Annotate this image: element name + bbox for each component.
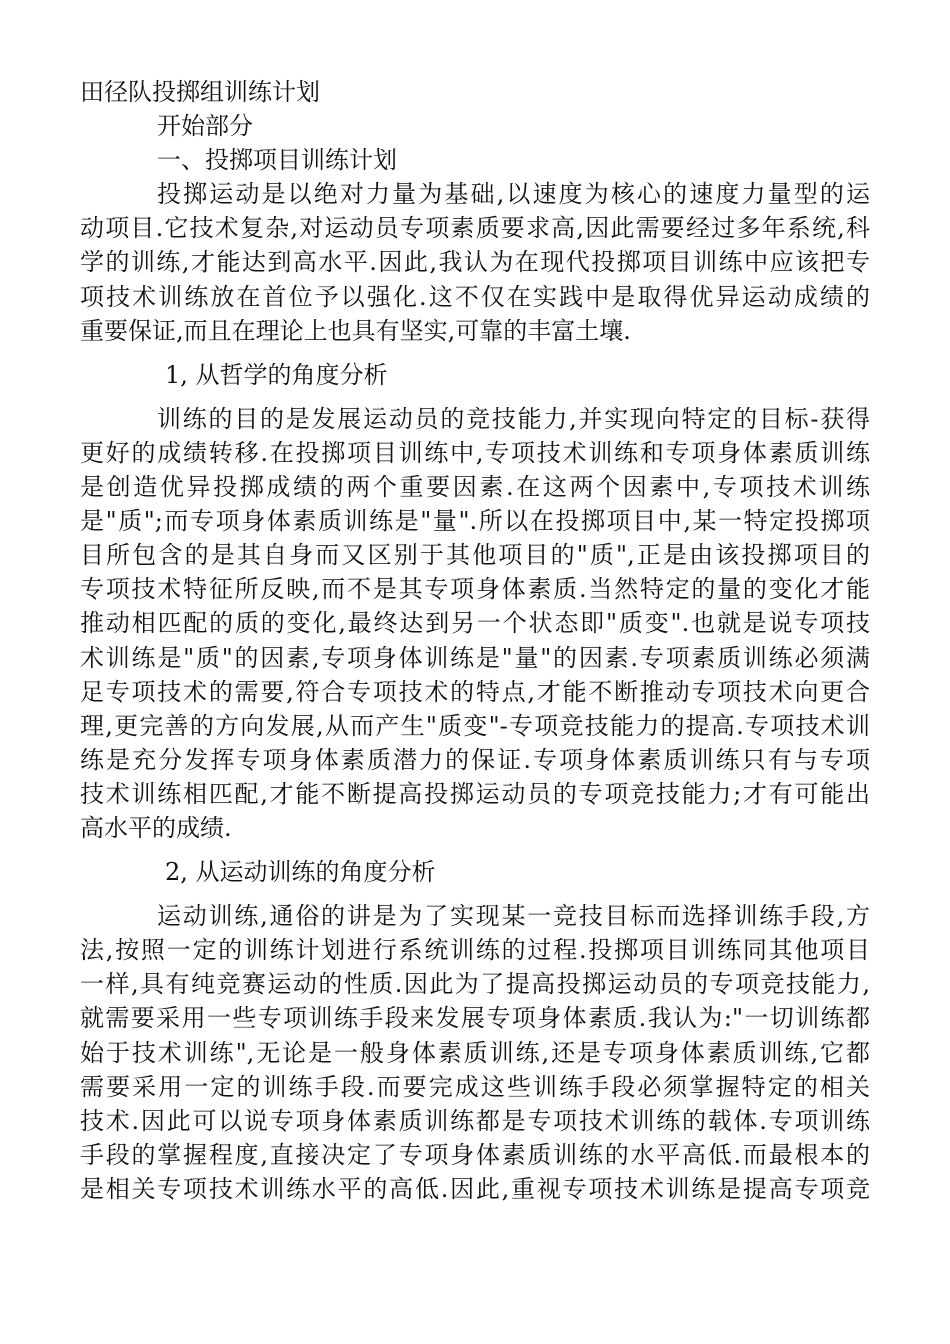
- paragraph-intro: [80, 177, 870, 347]
- paragraph-line: 理,更完善的方向发展,从而产生"质变"-专项竞技能力的提高.专项技术训: [80, 711, 870, 740]
- paragraph-line: 一样,具有纯竞赛运动的性质.因此为了提高投掷运动员的专项竞技能力,: [80, 970, 870, 999]
- paragraph-line: 就需要采用一些专项训练手段来发展专项身体素质.我认为:"一切训练都: [80, 1004, 870, 1033]
- paragraph-line: 投掷运动是以绝对力量为基础,以速度为核心的速度力量型的运: [157, 180, 870, 209]
- paragraph-line: 需要采用一定的训练手段.而要完成这些训练手段必须掌握特定的相关: [80, 1072, 870, 1101]
- heading-training-plan: 一、投掷项目训练计划: [157, 146, 397, 175]
- paragraph-line: 是"质";而专项身体素质训练是"量".所以在投掷项目中,某一特定投掷项: [80, 507, 870, 536]
- section-start-label: 开始部分: [157, 112, 253, 141]
- paragraph-line: 目所包含的是其自身而又区别于其他项目的"质",正是由该投掷项目的: [80, 541, 870, 570]
- paragraph-line: 法,按照一定的训练计划进行系统训练的过程.投掷项目训练同其他项目: [80, 936, 870, 965]
- paragraph-line: 技术.因此可以说专项身体素质训练都是专项技术训练的载体.专项训练: [80, 1106, 870, 1135]
- paragraph-line: 动项目.它技术复杂,对运动员专项素质要求高,因此需要经过多年系统,科: [80, 214, 870, 243]
- paragraph-line: 重要保证,而且在理论上也具有坚实,可靠的丰富土壤.: [80, 316, 631, 345]
- paragraph-sports-training: [80, 899, 870, 1206]
- paragraph-line: 推动相匹配的质的变化,最终达到另一个状态即"质变".也就是说专项技: [80, 609, 870, 638]
- paragraph-line: 术训练是"质"的因素,专项身体训练是"量"的因素.专项素质训练必须满: [80, 643, 870, 672]
- paragraph-philosophy: [80, 402, 870, 845]
- paragraph-line: 训练的目的是发展运动员的竞技能力,并实现向特定的目标-获得: [157, 404, 870, 433]
- paragraph-line: 运动训练,通俗的讲是为了实现某一竞技目标而选择训练手段,方: [157, 902, 870, 931]
- paragraph-line: 练是充分发挥专项身体素质潜力的保证.专项身体素质训练只有与专项: [80, 745, 870, 774]
- paragraph-line: 是创造优异投掷成绩的两个重要因素.在这两个因素中,专项技术训练: [80, 473, 870, 502]
- paragraph-line: 始于技术训练",无论是一般身体素质训练,还是专项身体素质训练,它都: [80, 1038, 870, 1067]
- document-title: 田径队投掷组训练计划: [80, 78, 320, 106]
- paragraph-line: 手段的掌握程度,直接决定了专项身体素质训练的水平高低.而最根本的: [80, 1140, 870, 1169]
- paragraph-line: 足专项技术的需要,符合专项技术的特点,才能不断推动专项技术向更合: [80, 677, 870, 706]
- subheading-philosophy: 1, 从哲学的角度分析: [165, 360, 388, 389]
- paragraph-line: 技术训练相匹配,才能不断提高投掷运动员的专项竞技能力;才有可能出: [80, 779, 870, 808]
- paragraph-line: 高水平的成绩.: [80, 813, 232, 842]
- paragraph-line: 学的训练,才能达到高水平.因此,我认为在现代投掷项目训练中应该把专: [80, 248, 870, 277]
- paragraph-line: 项技术训练放在首位予以强化.这不仅在实践中是取得优异运动成绩的: [80, 282, 870, 311]
- paragraph-line: 专项技术特征所反映,而不是其专项身体素质.当然特定的量的变化才能: [80, 575, 870, 604]
- paragraph-line: 更好的成绩转移.在投掷项目训练中,专项技术训练和专项身体素质训练: [80, 438, 870, 467]
- document-page: [80, 75, 870, 1206]
- paragraph-line: 是相关专项技术训练水平的高低.因此,重视专项技术训练是提高专项竞: [80, 1174, 870, 1203]
- subheading-sports-training: 2, 从运动训练的角度分析: [165, 858, 436, 887]
